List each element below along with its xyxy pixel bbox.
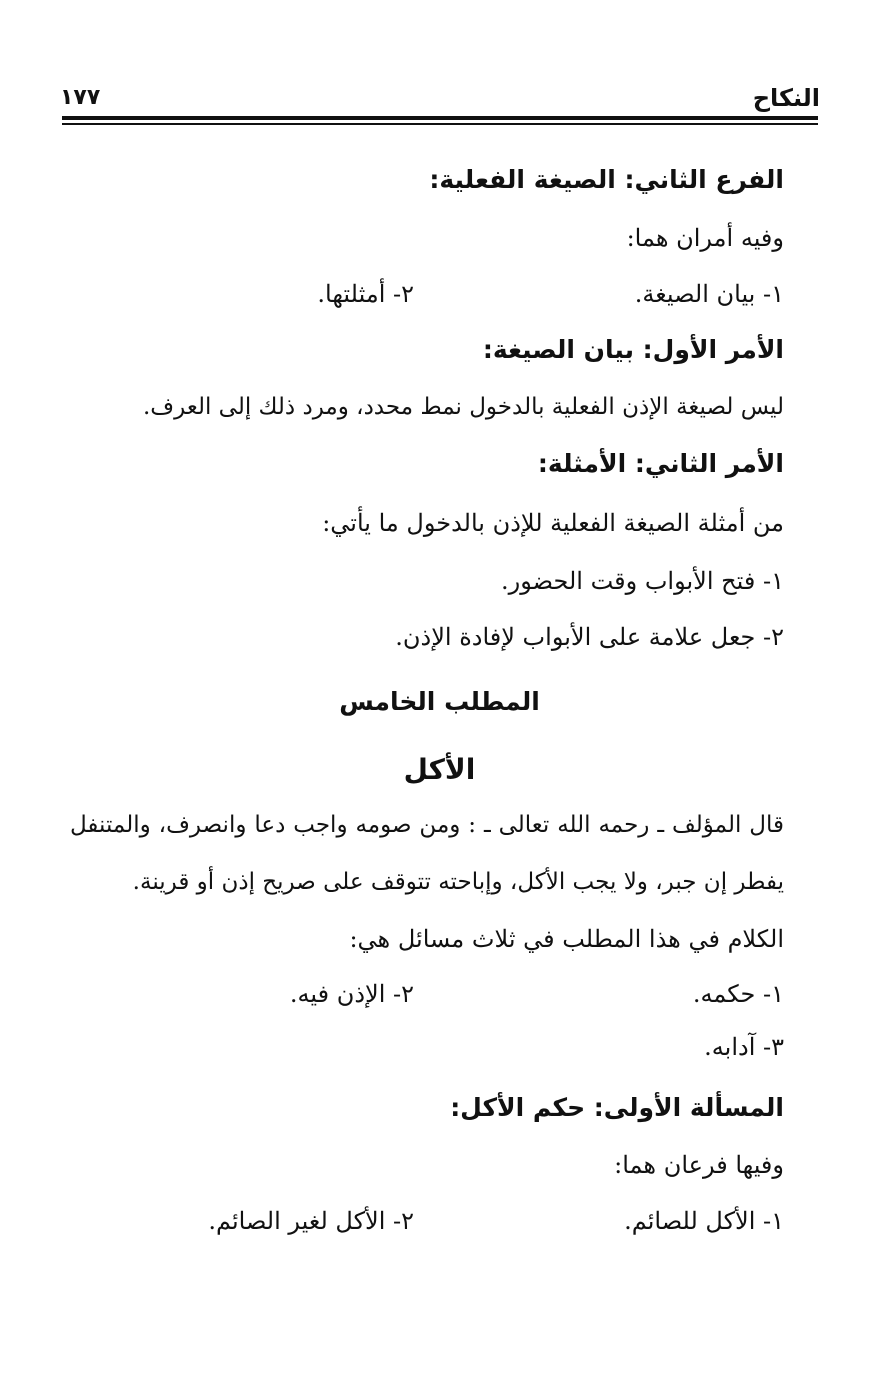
second-matter-heading: الأمر الثاني: الأمثلة: <box>537 449 784 478</box>
page-header <box>60 82 820 114</box>
chapter-title: النكاح <box>752 84 820 112</box>
issue-2: ٢- الإذن فيه. <box>289 980 414 1008</box>
page-number: ١٧٧ <box>60 85 101 110</box>
header-rule-thin <box>62 123 818 125</box>
quote-line-1: قال المؤلف ـ رحمه الله تعالى ـ : ومن صومه واجب دعا وانصرف، والمتنفل <box>70 812 784 838</box>
first-matter-text: ليس لصيغة الإذن الفعلية بالدخول نمط محدد، ومرد ذلك إلى العرف. <box>143 394 784 420</box>
example-1: ١- فتح الأبواب وقت الحضور. <box>501 567 784 595</box>
header-rule-thick <box>62 116 818 120</box>
branch-item-1: ١- بيان الصيغة. <box>634 280 784 308</box>
issues-intro: الكلام في هذا المطلب في ثلاث مسائل هي: <box>349 925 784 953</box>
second-matter-intro: من أمثلة الصيغة الفعلية للإذن بالدخول ما يأتي: <box>322 509 784 537</box>
section-title: المطلب الخامس <box>339 687 540 716</box>
branch-intro: وفيه أمران هما: <box>626 224 784 252</box>
branch-items <box>84 274 784 314</box>
first-issue-item-2: ٢- الأكل لغير الصائم. <box>208 1207 414 1235</box>
first-issue-items <box>84 1201 784 1241</box>
example-2: ٢- جعل علامة على الأبواب لإفادة الإذن. <box>395 623 784 651</box>
first-issue-heading: المسألة الأولى: حكم الأكل: <box>450 1093 784 1122</box>
first-matter-heading: الأمر الأول: بيان الصيغة: <box>482 335 784 364</box>
section-subtitle: الأكل <box>403 753 476 786</box>
first-issue-item-1: ١- الأكل للصائم. <box>624 1207 784 1235</box>
issues-row-1 <box>84 974 784 1014</box>
issue-1: ١- حكمه. <box>692 980 784 1008</box>
branch-heading: الفرع الثاني: الصيغة الفعلية: <box>429 165 784 194</box>
quote-line-2: يفطر إن جبر، ولا يجب الأكل، وإباحته تتوقف على صريح إذن أو قرينة. <box>132 869 784 895</box>
branch-item-2: ٢- أمثلتها. <box>317 280 414 308</box>
first-issue-intro: وفيها فرعان هما: <box>614 1151 784 1179</box>
issue-3: ٣- آدابه. <box>704 1033 784 1061</box>
